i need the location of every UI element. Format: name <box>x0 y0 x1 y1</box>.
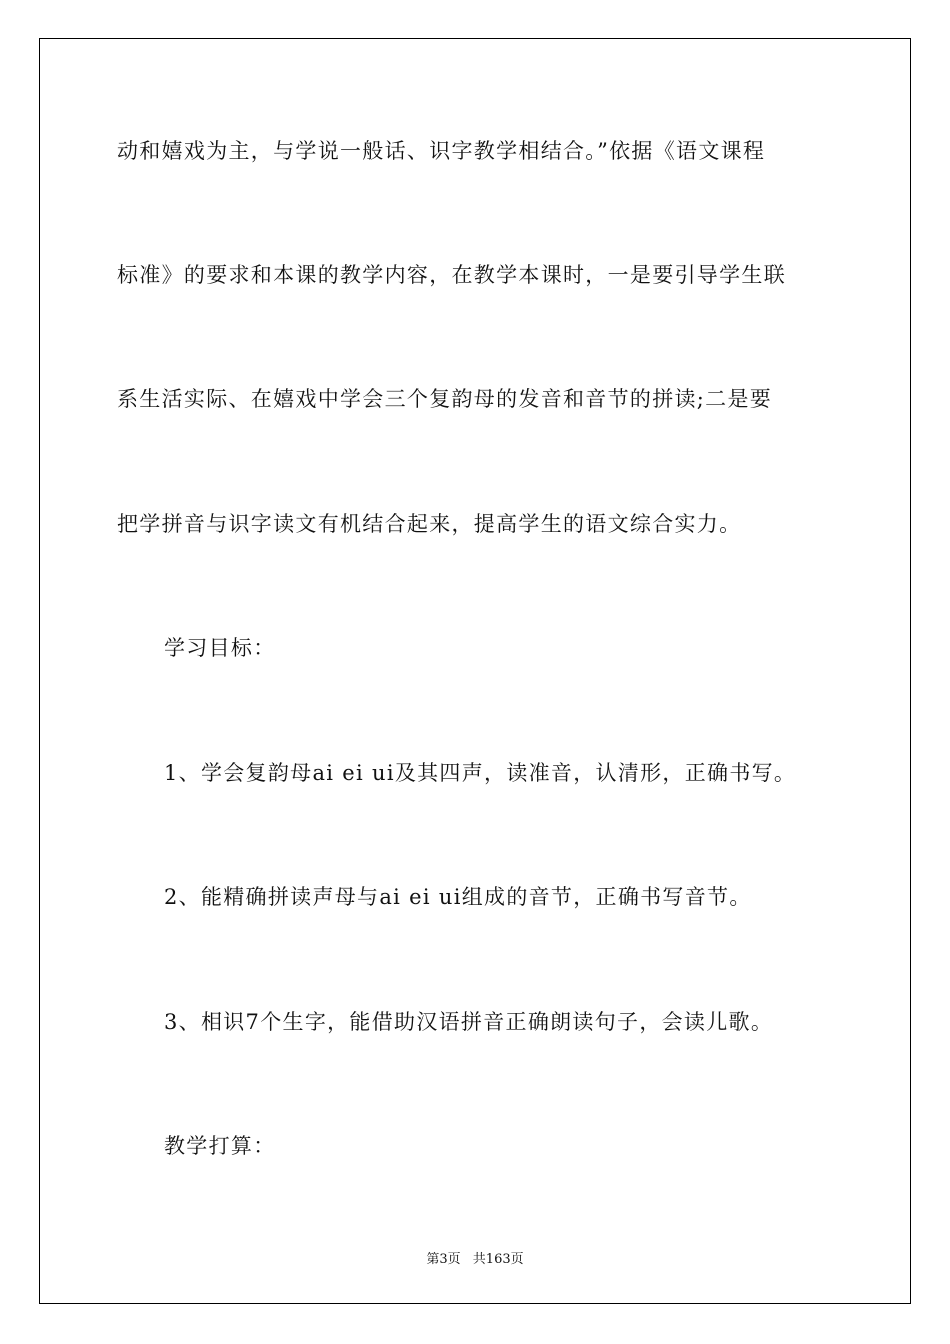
page-footer <box>0 1248 950 1267</box>
body-text-line: 动和嬉戏为主，与学说一般话、识字教学相结合。”依据《语文课程 <box>117 139 766 163</box>
page-border <box>39 38 911 1304</box>
body-text-line: 系生活实际、在嬉戏中学会三个复韵母的发音和音节的拼读;二是要 <box>117 387 773 411</box>
page-number: 第3页 <box>426 1252 461 1267</box>
objective-item-3: 3、相识7个生字，能借助汉语拼音正确朗读句子，会读儿歌。 <box>164 1010 774 1034</box>
objective-item-2: 2、能精确拼读声母与ai ei ui组成的音节，正确书写音节。 <box>164 885 752 909</box>
body-text-line: 标准》的要求和本课的教学内容，在教学本课时，一是要引导学生联 <box>117 263 786 287</box>
page-total: 共163页 <box>472 1252 524 1267</box>
section-heading-objectives: 学习目标： <box>164 636 276 660</box>
body-text-line: 把学拼音与识字读文有机结合起来，提高学生的语文综合实力。 <box>117 512 742 536</box>
objective-item-1: 1、学会复韵母ai ei ui及其四声，读准音，认清形，正确书写。 <box>164 761 797 785</box>
section-heading-teaching-plan: 教学打算： <box>164 1134 276 1158</box>
